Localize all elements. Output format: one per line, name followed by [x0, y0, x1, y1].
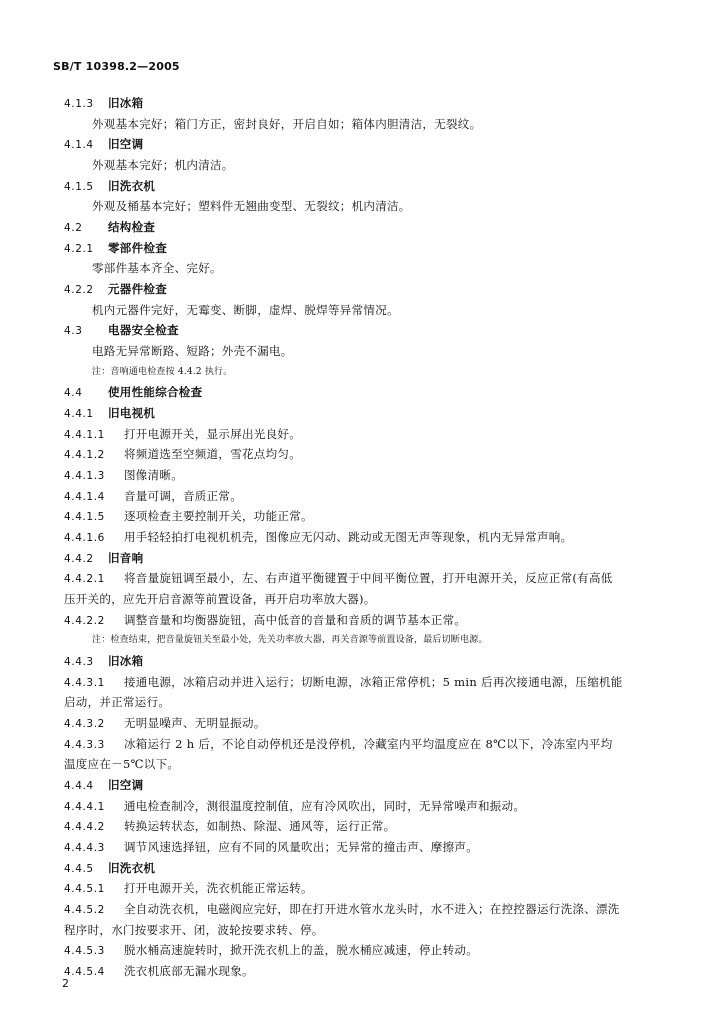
section-4-4 [64, 385, 202, 400]
section-text: 将音量旋钮调至最小，左、右声道平衡键置于中间平衡位置，打开电源开关，反应正常(有高低 [124, 571, 613, 586]
section-number: 4.4.5 [64, 862, 94, 875]
section-text: 全自动洗衣机，电磁阀应完好，即在打开进水管水龙头时，水不进入；在控控器运行洗涤、漂洗 [124, 902, 620, 916]
document-header: SB/T 10398.2—2005 [53, 60, 180, 73]
section-4-4-3 [64, 654, 143, 669]
paragraph-text: 机内元器件完好，无霉变、断脚，虚焊、脱焊等异常情况。 [92, 302, 399, 317]
section-number: 4.4.1.4 [64, 490, 105, 503]
section-number: 4.4.5.2 [64, 904, 105, 916]
section-text: 旧音响 [108, 550, 144, 565]
section-4-4-3-3 [64, 737, 613, 752]
section-text: 冰箱运行 2 h 后，不论自动停机还是没停机，冷藏室内平均温度应在 8℃以下，冷冻室内平均 [124, 736, 613, 751]
section-4-4-1-1 [64, 427, 301, 442]
section-text: 音量可调，音质正常。 [124, 488, 242, 503]
note-line [92, 633, 488, 647]
section-text: 旧冰箱 [108, 654, 144, 668]
section-text: 旧冰箱 [108, 96, 144, 110]
section-text: 打开电源开关，显示屏出光良好。 [124, 426, 301, 441]
section-text: 电器安全检查 [108, 323, 179, 338]
section-text: 结构检查 [108, 220, 156, 234]
section-number: 4.4.5.3 [64, 945, 105, 958]
paragraph-text: 电路无异常断路、短路；外壳不漏电。 [92, 344, 293, 358]
body-line [64, 592, 376, 606]
section-4-4-2-2 [64, 613, 466, 628]
section-text: 逐项检查主要控制开关，功能正常。 [124, 509, 313, 524]
section-text: 旧空调 [108, 778, 144, 792]
section-number: 4.4.4.1 [64, 800, 105, 813]
body-line [64, 757, 179, 771]
section-text: 图像清晰。 [124, 468, 183, 482]
paragraph-text: 外观基本完好；机内清洁。 [92, 158, 234, 172]
section-number: 4.1.4 [64, 139, 94, 152]
section-number: 4.4.3 [64, 656, 94, 668]
section-4-4-4-3 [64, 840, 478, 855]
section-number: 4.4.4.3 [64, 842, 105, 854]
section-4-4-5 [64, 861, 155, 876]
body-line [92, 344, 293, 358]
section-4-4-3-1 [64, 675, 623, 690]
section-number: 4.4.1.5 [64, 511, 105, 524]
section-number: 4.1.3 [64, 98, 94, 110]
section-4-4-5-3 [64, 943, 478, 958]
body-line [64, 923, 324, 937]
paragraph-text: 温度应在－5℃以下。 [64, 757, 180, 772]
section-number: 4.4.1.1 [64, 428, 105, 441]
section-number: 4.4.1 [64, 408, 94, 420]
section-4-4-1-2 [64, 447, 301, 462]
section-text: 打开电源开关，洗衣机能正常运转。 [124, 881, 313, 896]
section-text: 调节风速选择钮，应有不同的风量吹出；无异常的撞击声、摩擦声。 [124, 840, 478, 854]
section-number: 4.4.4 [64, 780, 94, 792]
body-line [92, 199, 411, 213]
section-number: 4.4.3.2 [64, 718, 105, 730]
paragraph-text: 注：音响通电检查按 4.4.2 执行。 [92, 366, 233, 377]
paragraph-text: 外观及桶基本完好；塑料件无翘曲变型、无裂纹；机内清洁。 [92, 199, 411, 214]
body-line [92, 261, 222, 275]
section-number: 4.2.1 [64, 242, 94, 255]
section-4-2-2 [64, 282, 167, 297]
section-text: 旧洗衣机 [108, 860, 156, 875]
body-line [92, 117, 481, 131]
section-4-2 [64, 220, 155, 235]
section-text: 将频道选至空频道，雪花点均匀。 [124, 447, 301, 462]
paragraph-text: 注：检查结束，把音量旋钮关至最小处，先关功率放大器，再关音源等前置设备，最后切断电源。 [92, 635, 488, 646]
section-text: 旧电视机 [108, 406, 156, 420]
section-4-4-1-6 [64, 530, 572, 545]
section-number: 4.4.1.2 [64, 449, 105, 462]
section-number: 4.4.1.3 [64, 470, 105, 482]
section-text: 调整音量和均衡器旋钮，高中低音的音量和音质的调节基本正常。 [124, 612, 467, 627]
section-text: 转换运转状态，如制热、除湿、通风等，运行正常。 [124, 819, 396, 834]
section-text: 旧空调 [108, 137, 144, 152]
paragraph-text: 压开关的，应先开启音源等前置设备，再开启功率放大器)。 [64, 592, 376, 606]
section-number: 4.4.2.2 [64, 614, 105, 627]
section-4-3 [64, 323, 179, 338]
section-4-1-4 [64, 137, 143, 152]
section-4-4-1 [64, 406, 155, 421]
section-number: 4.2.2 [64, 284, 94, 296]
section-4-4-4-2 [64, 819, 395, 834]
section-4-4-4 [64, 778, 143, 793]
section-number: 4.4.2 [64, 552, 94, 565]
section-4-4-2-1 [64, 571, 613, 586]
paragraph-text: 零部件基本齐全、完好。 [92, 261, 222, 276]
section-number: 4.3 [64, 325, 83, 338]
section-4-4-5-2 [64, 902, 620, 917]
section-4-4-5-4 [64, 964, 254, 979]
body-line [92, 303, 399, 317]
section-text: 元器件检查 [108, 282, 167, 296]
section-text: 旧洗衣机 [108, 178, 156, 193]
paragraph-text: 程序时，水门按要求开、闭，波轮按要求转、停。 [64, 922, 324, 937]
section-4-4-3-2 [64, 716, 266, 731]
section-number: 4.4.3.1 [64, 676, 105, 689]
section-4-4-4-1 [64, 799, 525, 814]
section-4-1-5 [64, 179, 155, 194]
section-number: 4.4.3.3 [64, 738, 105, 751]
section-4-4-1-3 [64, 468, 183, 483]
section-number: 4.1.5 [64, 180, 94, 193]
section-text: 使用性能综合检查 [108, 385, 203, 400]
paragraph-text: 外观基本完好；箱门方正，密封良好，开启自如；箱体内胆清洁，无裂纹。 [92, 116, 482, 131]
section-number: 4.4.5.1 [64, 883, 105, 896]
section-number: 4.4.1.6 [64, 532, 105, 544]
section-number: 4.4 [64, 387, 83, 400]
section-text: 接通电源，冰箱启动并进入运行；切断电源，冰箱正常停机；5 min 后再次接通电源，压缩机能 [124, 674, 623, 689]
section-number: 4.4.2.1 [64, 573, 105, 586]
section-number: 4.4.5.4 [64, 966, 105, 978]
section-text: 洗衣机底部无漏水现象。 [124, 964, 254, 978]
section-4-4-1-5 [64, 509, 313, 524]
section-text: 零部件检查 [108, 240, 167, 255]
body-line [64, 695, 170, 709]
paragraph-text: 启动，并正常运行。 [64, 695, 171, 710]
section-text: 脱水桶高速旋转时，掀开洗衣机上的盖，脱水桶应减速，停止转动。 [124, 943, 478, 958]
body-line [92, 158, 234, 172]
page-number: 2 [62, 977, 69, 990]
section-text: 无明显噪声、无明显振动。 [124, 716, 266, 730]
section-4-4-5-1 [64, 881, 313, 896]
section-4-1-3 [64, 96, 143, 111]
section-text: 用手轻轻拍打电视机机壳，图像应无闪动、跳动或无图无声等现象，机内无异常声响。 [124, 530, 573, 544]
section-4-4-2 [64, 551, 143, 566]
section-text: 通电检查制冷，测很温度控制值，应有冷风吹出，同时，无异常噪声和振动。 [124, 798, 526, 813]
section-4-2-1 [64, 241, 167, 256]
note-line [92, 365, 232, 379]
section-4-4-1-4 [64, 489, 242, 504]
section-number: 4.2 [64, 222, 83, 234]
section-number: 4.4.4.2 [64, 821, 105, 834]
